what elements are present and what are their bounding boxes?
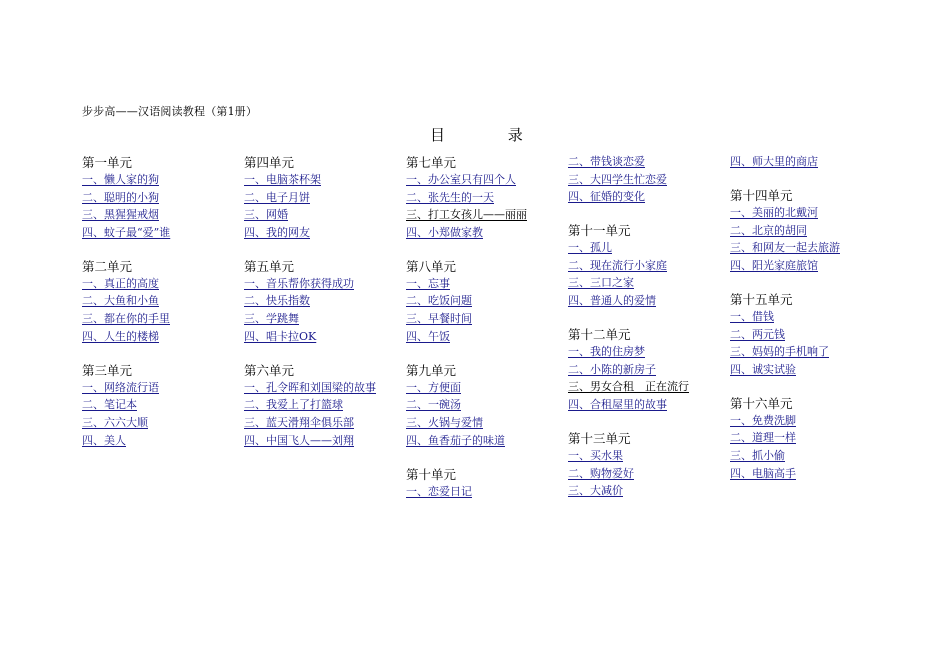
lesson-link[interactable]: 四、合租屋里的故事 [568,397,667,411]
toc-unit [406,362,561,449]
unit-title: 第六单元 [244,362,295,378]
lesson-link[interactable]: 二、一碗汤 [406,398,461,412]
toc-title: 目 录 [430,126,523,144]
lesson-link[interactable]: 二、电子月饼 [244,190,310,204]
lesson-link[interactable]: 一、电脑茶杯架 [244,173,321,186]
lesson-link[interactable]: 四、美人 [82,433,126,447]
unit-title: 第十二单元 [568,327,631,343]
lesson-link[interactable]: 二、两元钱 [730,327,785,341]
unit-title: 第二单元 [82,258,133,274]
lesson-link[interactable]: 四、唱卡拉OK [244,329,317,343]
lesson-link[interactable]: 四、鱼香茄子的味道 [406,433,505,447]
lesson-link[interactable]: 三、三口之家 [568,276,634,290]
unit-title: 第十五单元 [730,291,793,307]
unit-title: 第十四单元 [730,188,793,204]
unit-title: 第四单元 [244,155,295,170]
toc-unit [730,153,885,171]
lesson-link[interactable]: 二、聪明的小狗 [82,190,159,204]
book-header: 步步高——汉语阅读教程（第1册） [82,105,258,118]
lesson-link[interactable]: 三、网婚 [244,208,288,222]
lesson-link[interactable]: 一、恋爱日记 [406,484,472,498]
lesson-link[interactable]: 三、学跳舞 [244,312,299,326]
toc-unit [568,326,723,413]
unit-title: 第十一单元 [568,223,631,239]
toc-column-3 [406,153,561,517]
lesson-link[interactable]: 一、办公室只有四个人 [406,173,516,186]
toc-unit [730,291,885,378]
lesson-link[interactable]: 三、早餐时间 [406,312,472,326]
toc-column-5 [730,153,885,499]
toc-column-4 [568,153,723,516]
lesson-link[interactable]: 一、孔令晖和刘国梁的故事 [244,380,376,394]
lesson-link[interactable]: 四、午饭 [406,329,450,343]
lesson-link[interactable]: 一、借钱 [730,309,774,323]
toc-unit [244,154,399,241]
lesson-link[interactable]: 一、音乐帮你获得成功 [244,276,354,290]
toc-unit [730,187,885,274]
toc-column-2 [244,153,399,466]
unit-title: 第八单元 [406,258,457,274]
lesson-link[interactable]: 四、我的网友 [244,225,310,239]
lesson-link[interactable]: 四、人生的楼梯 [82,329,159,343]
lesson-link[interactable]: 一、孤儿 [568,241,612,255]
lesson-link[interactable]: 三、六六大顺 [82,415,148,429]
lesson-link[interactable]: 四、普通人的爱情 [568,294,656,308]
lesson-link[interactable]: 三、大四学生忙恋爱 [568,172,667,186]
lesson-link[interactable]: 一、买水果 [568,449,623,463]
unit-title: 第十三单元 [568,431,631,447]
toc-unit [406,258,561,345]
lesson-link[interactable]: 二、小陈的新房子 [568,362,656,376]
toc-unit [244,258,399,345]
lesson-link[interactable]: 四、小郑做家教 [406,225,483,239]
lesson-link[interactable]: 一、真正的高度 [82,276,159,290]
lesson-link[interactable]: 三、都在你的手里 [82,312,170,326]
lesson-link[interactable]: 三、大减价 [568,484,623,498]
lesson-link[interactable]: 三、蓝天滑翔伞俱乐部 [244,415,354,429]
toc-unit [82,362,237,449]
toc-unit [406,466,561,501]
lesson-link[interactable]: 二、吃饭问题 [406,294,472,308]
toc-unit [568,430,723,500]
lesson-link[interactable]: 四、蚊子最“爱”谁 [82,225,171,239]
lesson-link[interactable]: 四、阳光家庭旅馆 [730,258,818,272]
lesson-link[interactable]: 二、我爱上了打篮球 [244,398,343,412]
lesson-link[interactable]: 四、电脑高手 [730,466,796,480]
lesson-link[interactable]: 四、中国飞人——刘翔 [244,433,354,447]
lesson-link[interactable]: 一、懒人家的狗 [82,173,159,186]
lesson-link[interactable]: 三、男女合租 正在流行 [568,380,689,394]
lesson-link[interactable]: 二、现在流行小家庭 [568,258,667,272]
lesson-link[interactable]: 一、网络流行语 [82,380,159,394]
lesson-link[interactable]: 一、我的住房梦 [568,345,645,359]
lesson-link[interactable]: 三、火锅与爱情 [406,415,483,429]
lesson-link[interactable]: 二、北京的胡同 [730,223,807,237]
toc-unit [568,153,723,206]
lesson-link[interactable]: 三、黑猩猩戒烟 [82,208,159,222]
lesson-link[interactable]: 四、征婚的变化 [568,190,645,204]
unit-title: 第十六单元 [730,395,793,411]
toc-unit [82,154,237,241]
lesson-link[interactable]: 一、免费洗脚 [730,413,796,427]
toc-column-1 [82,153,237,466]
lesson-link[interactable]: 二、笔记本 [82,398,137,412]
lesson-link[interactable]: 二、购物爱好 [568,466,634,480]
unit-title: 第九单元 [406,362,457,378]
lesson-link[interactable]: 二、道理一样 [730,431,796,445]
toc-unit [82,258,237,345]
lesson-link[interactable]: 一、美丽的北戴河 [730,206,818,220]
lesson-link[interactable]: 三、妈妈的手机响了 [730,345,829,359]
lesson-link[interactable]: 四、师大里的商店 [730,155,818,168]
lesson-link[interactable]: 二、张先生的一天 [406,190,494,204]
toc-unit [244,362,399,449]
unit-title: 第五单元 [244,258,295,274]
unit-title: 第十单元 [406,466,457,482]
lesson-link[interactable]: 二、快乐指数 [244,294,310,308]
toc-unit [406,154,561,241]
lesson-link[interactable]: 三、打工女孩儿——丽丽 [406,208,527,222]
lesson-link[interactable]: 一、方便面 [406,380,461,394]
toc-unit [730,395,885,482]
unit-title: 第一单元 [82,155,133,170]
lesson-link[interactable]: 二、带钱谈恋爱 [568,155,645,168]
lesson-link[interactable]: 一、忘事 [406,276,450,290]
lesson-link[interactable]: 四、诚实试验 [730,362,796,376]
toc-unit [568,222,723,309]
lesson-link[interactable]: 三、抓小偷 [730,449,785,463]
unit-title: 第七单元 [406,155,457,170]
unit-title: 第三单元 [82,362,133,378]
lesson-link[interactable]: 二、大鱼和小鱼 [82,294,159,308]
lesson-link[interactable]: 三、和网友一起去旅游 [730,241,840,255]
